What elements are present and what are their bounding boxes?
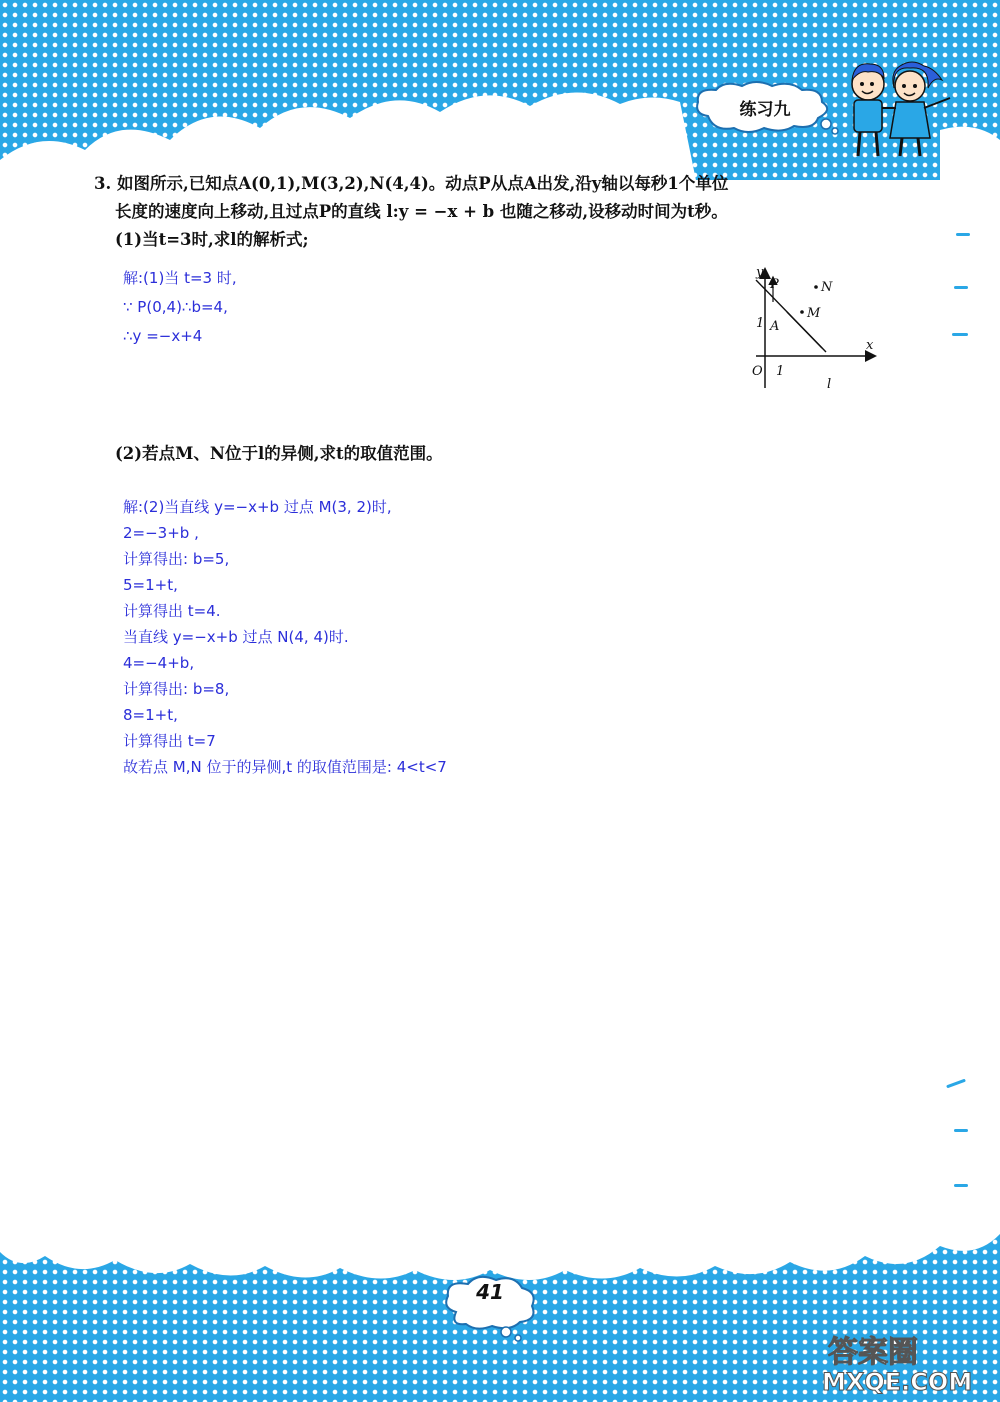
origin-label: O <box>752 364 763 379</box>
svg-text:MXQE.COM: MXQE.COM <box>822 1368 973 1394</box>
question-line: 长度的速度向上移动,且过点P的直线 l:y = −x + b 也随之移动,设移动时间为t秒。 <box>115 202 728 221</box>
exercise-title: 练习九 <box>739 99 791 120</box>
page-number-cloud <box>440 1272 540 1342</box>
question-3 <box>94 170 894 254</box>
margin-tick <box>952 333 968 336</box>
answer-line: 解:(1)当 t=3 时, <box>123 269 237 287</box>
svg-text:答案圈: 答案圈 <box>828 1335 918 1370</box>
margin-tick <box>954 1129 968 1132</box>
answer-line: 计算得出: b=5, <box>123 550 230 568</box>
answer-line: 8=1+t, <box>123 706 178 724</box>
coordinate-graph <box>742 260 882 395</box>
answer-part-1 <box>123 264 237 351</box>
x-tick-1: 1 <box>776 364 785 379</box>
question-part-1: (1)当t=3时,求l的解析式; <box>115 230 309 249</box>
title-cloud <box>690 78 840 136</box>
answer-line: 当直线 y=−x+b 过点 N(4, 4)时. <box>123 628 349 646</box>
question-line: 3. 如图所示,已知点A(0,1),M(3,2),N(4,4)。动点P从点A出发,沿y轴以每秒1个单位 <box>94 174 729 193</box>
margin-tick <box>956 233 970 236</box>
point-m <box>800 310 804 314</box>
kids-illustration <box>838 58 958 162</box>
answer-line: 4=−4+b, <box>123 654 195 672</box>
point-p-label: P <box>770 277 779 292</box>
y-axis-label: y <box>756 265 764 280</box>
point-m-label: M <box>807 306 821 321</box>
margin-tick <box>946 1079 966 1089</box>
margin-tick <box>954 1184 968 1187</box>
answer-part-2 <box>123 494 447 780</box>
answer-line: 计算得出: b=8, <box>123 680 230 698</box>
answer-line: ∵ P(0,4)∴b=4, <box>123 298 228 316</box>
question-part-2: (2)若点M、N位于l的异侧,求t的取值范围。 <box>115 444 443 463</box>
answer-line: 计算得出 t=4. <box>123 602 221 620</box>
point-a-label: A <box>770 319 780 334</box>
point-n-label: N <box>821 280 833 295</box>
answer-line: 2=−3+b , <box>123 524 199 542</box>
answer-line: 计算得出 t=7 <box>123 732 216 750</box>
answer-line: 解:(2)当直线 y=−x+b 过点 M(3, 2)时, <box>123 498 392 516</box>
x-axis-label: x <box>866 338 874 353</box>
point-n <box>814 285 818 289</box>
margin-tick <box>954 286 968 289</box>
line-l-label: l <box>827 377 832 392</box>
watermark-logo <box>818 1332 988 1394</box>
answer-line: ∴y =−x+4 <box>123 327 203 345</box>
answer-line: 5=1+t, <box>123 576 178 594</box>
y-tick-1: 1 <box>756 316 765 331</box>
page-number: 41 <box>476 1280 504 1304</box>
answer-conclusion: 故若点 M,N 位于的异侧,t 的取值范围是: 4<t<7 <box>123 758 447 776</box>
